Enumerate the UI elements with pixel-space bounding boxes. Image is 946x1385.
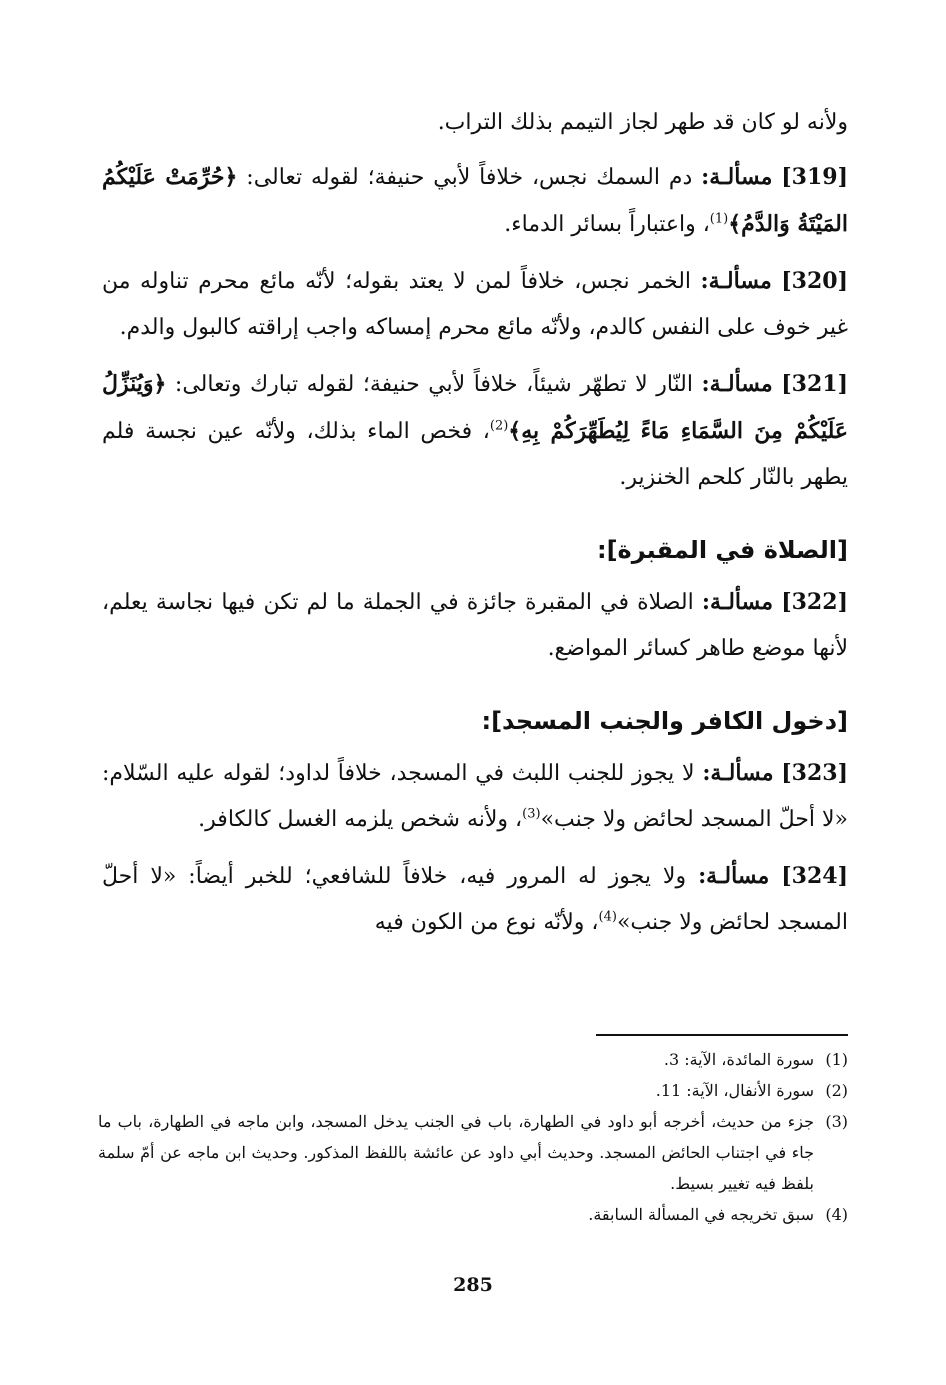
issue-322: [102, 579, 848, 672]
footnote-divider: [596, 1034, 848, 1036]
issue-321: [102, 361, 848, 501]
footnote-text: سبق تخريجه في المسألة السابقة.: [588, 1205, 814, 1224]
issue-number: [321]: [781, 371, 848, 397]
issue-label: مسألـة:: [701, 589, 774, 615]
issue-text: النّار لا تطهّر شيئاً، خلافاً لأبي حنيفة؛ لقوله تبارك وتعالى:: [166, 372, 693, 397]
page-number: 285: [453, 1274, 493, 1296]
footnote-item: [98, 1106, 848, 1199]
footnote-number: (2): [825, 1081, 848, 1100]
issue-number: [319]: [781, 164, 849, 190]
footnote-item: [98, 1044, 848, 1075]
footnote-number: (1): [825, 1050, 848, 1069]
main-text: [102, 100, 848, 956]
footnote-ref[interactable]: (3): [522, 806, 541, 822]
footnote-item: [98, 1075, 848, 1106]
issue-text: الصلاة في المقبرة جائزة في الجملة ما لم تكن فيها نجاسة يعلم، لأنها موضع طاهر كسائر المواضع.: [102, 590, 848, 661]
footnote-text: سورة الأنفال، الآية: 11.: [655, 1081, 814, 1100]
footnote-text: سورة المائدة، الآية: 3.: [663, 1050, 814, 1069]
footnote-number: (4): [825, 1205, 848, 1224]
footnote-ref[interactable]: (4): [598, 909, 617, 925]
issue-323: [102, 750, 848, 843]
intro-text: ولأنه لو كان قد طهر لجاز التيمم بذلك التراب.: [437, 110, 848, 135]
section-heading: [دخول الكافر والجنب المسجد]:: [481, 707, 848, 735]
issue-number: [324]: [781, 863, 848, 889]
footnote-ref[interactable]: (1): [709, 211, 729, 227]
issue-number: [323]: [781, 760, 849, 786]
issue-text: ولا يجوز له المرور فيه، خلافاً للشافعي؛ للخبر أيضاً: «لا أحلّ المسجد لحائض ولا جنب»: [102, 864, 848, 935]
footnote-ref[interactable]: (2): [489, 418, 509, 434]
issue-text: لا يجوز للجنب اللبث في المسجد، خلافاً لداود؛ لقوله عليه السّلام: «لا أحلّ المسجد لحائض ولا جنب»: [102, 761, 848, 832]
issue-label: مسألـة:: [701, 164, 773, 190]
issue-text: ، ولأنه شخص يلزمه الغسل كالكافر.: [198, 807, 523, 832]
footnotes: [98, 1044, 848, 1230]
intro-paragraph: [102, 100, 848, 146]
issue-number: [320]: [781, 268, 849, 294]
issue-number: [322]: [781, 589, 848, 615]
issue-text: ، فخص الماء بذلك، ولأنّه عين نجسة فلم يطهر بالنّار كلحم الخنزير.: [102, 419, 848, 490]
issue-label: مسألـة:: [702, 760, 774, 786]
issue-320: [102, 258, 848, 351]
issue-text: الخمر نجس، خلافاً لمن لا يعتد بقوله؛ لأنّه مائع محرم تناوله من غير خوف على النفس كالدم، ولأنّه مائع محرم إمساكه واجب إراقته كالبول والدم.: [102, 269, 848, 340]
issue-text: دم السمك نجس، خلافاً لأبي حنيفة؛ لقوله تعالى:: [237, 165, 693, 190]
issue-label: مسألـة:: [701, 371, 773, 397]
issue-label: مسألـة:: [700, 268, 772, 294]
issue-319: [102, 154, 848, 248]
footnote-number: (3): [825, 1112, 848, 1131]
issue-text: ، واعتباراً بسائر الدماء.: [504, 212, 710, 237]
issue-324: [102, 853, 848, 946]
quran-verse: ﴿وَيُنَزِّلُ عَلَيْكُمْ مِنَ السَّمَاءِ مَاءً لِيُطَهِّرَكُمْ بِهِ﴾: [102, 371, 848, 444]
issue-label: مسألـة:: [698, 863, 770, 889]
issue-text: ، ولأنّه نوع من الكون فيه: [374, 910, 599, 935]
section-heading: [الصلاة في المقبرة]:: [596, 536, 848, 564]
quran-verse: ﴿حُرِّمَتْ عَلَيْكُمُ المَيْتَةُ وَالدَّمُ﴾: [102, 164, 848, 237]
footnote-item: [98, 1199, 848, 1230]
footnote-text: جزء من حديث، أخرجه أبو داود في الطهارة، باب في الجنب يدخل المسجد، وابن ماجه في الطهارة، باب ما جاء في اجتناب الحائض المسجد. وحديث أبي داود عن عائشة باللفظ المذكور. وحديث ابن ماجه عن أمّ سلمة بلفظ فيه تغيير بسيط.: [98, 1112, 814, 1193]
